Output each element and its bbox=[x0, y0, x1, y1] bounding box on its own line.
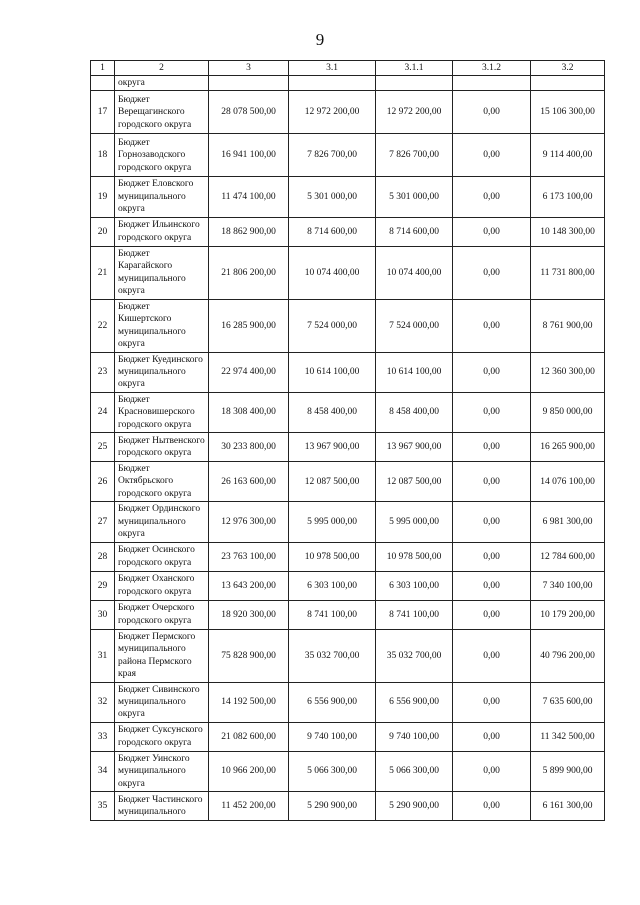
cell-v3: 18 308 400,00 bbox=[209, 392, 289, 432]
row-number: 20 bbox=[91, 217, 115, 246]
column-header: 2 bbox=[115, 61, 209, 76]
table-row bbox=[91, 462, 605, 502]
cell-v311: 12 972 200,00 bbox=[376, 91, 453, 134]
cell-v32: 6 981 300,00 bbox=[531, 502, 605, 542]
cell-v32: 12 784 600,00 bbox=[531, 542, 605, 571]
cell-v312: 0,00 bbox=[453, 134, 531, 177]
table-row bbox=[91, 502, 605, 542]
table-row bbox=[91, 217, 605, 246]
cell-v311: 12 087 500,00 bbox=[376, 462, 453, 502]
cell-v312: 0,00 bbox=[453, 751, 531, 791]
row-number: 21 bbox=[91, 246, 115, 299]
row-name: Бюджет Осинского городского округа bbox=[115, 542, 209, 571]
cell-v31: 7 524 000,00 bbox=[289, 299, 376, 352]
row-name: Бюджет Ильинского городского округа bbox=[115, 217, 209, 246]
cell-v32: 9 114 400,00 bbox=[531, 134, 605, 177]
cell-v32: 11 342 500,00 bbox=[531, 722, 605, 751]
cell-v311: 8 458 400,00 bbox=[376, 392, 453, 432]
row-name: Бюджет Горнозаводского городского округа bbox=[115, 134, 209, 177]
table-row bbox=[91, 791, 605, 820]
row-number: 35 bbox=[91, 791, 115, 820]
row-number: 23 bbox=[91, 352, 115, 392]
cell-v311: 9 740 100,00 bbox=[376, 722, 453, 751]
cell-v31: 6 303 100,00 bbox=[289, 571, 376, 600]
row-number: 30 bbox=[91, 600, 115, 629]
cell-v31: 8 741 100,00 bbox=[289, 600, 376, 629]
cell-v312: 0,00 bbox=[453, 502, 531, 542]
cell-v32: 10 148 300,00 bbox=[531, 217, 605, 246]
cell-v311: 5 290 900,00 bbox=[376, 791, 453, 820]
cell-v312: 0,00 bbox=[453, 791, 531, 820]
cell-v31: 13 967 900,00 bbox=[289, 433, 376, 462]
cell-v3: 26 163 600,00 bbox=[209, 462, 289, 502]
row-name: Бюджет Сивинского муниципального округа bbox=[115, 682, 209, 722]
cell-v31: 5 301 000,00 bbox=[289, 177, 376, 217]
row-name: Бюджет Пермского муниципального района Пермского края bbox=[115, 629, 209, 682]
row-number: 31 bbox=[91, 629, 115, 682]
row-name: Бюджет Очерского городского округа bbox=[115, 600, 209, 629]
row-name: Бюджет Октябрьского городского округа bbox=[115, 462, 209, 502]
table-row bbox=[91, 299, 605, 352]
cell-v31: 10 074 400,00 bbox=[289, 246, 376, 299]
cell-v32: 7 340 100,00 bbox=[531, 571, 605, 600]
cell-v31: 7 826 700,00 bbox=[289, 134, 376, 177]
column-header: 3.1 bbox=[289, 61, 376, 76]
row-name: Бюджет Нытвенского городского округа bbox=[115, 433, 209, 462]
row-number: 24 bbox=[91, 392, 115, 432]
cell-v311: 10 614 100,00 bbox=[376, 352, 453, 392]
row-name: Бюджет Частинского муниципального bbox=[115, 791, 209, 820]
cell-v31: 5 066 300,00 bbox=[289, 751, 376, 791]
row-name: Бюджет Уинского муниципального округа bbox=[115, 751, 209, 791]
cell-v3: 10 966 200,00 bbox=[209, 751, 289, 791]
cell-v3: 11 474 100,00 bbox=[209, 177, 289, 217]
cell-v311: 35 032 700,00 bbox=[376, 629, 453, 682]
cell-v3: 21 806 200,00 bbox=[209, 246, 289, 299]
table-row bbox=[91, 352, 605, 392]
cell-v311: 6 556 900,00 bbox=[376, 682, 453, 722]
cell-v32: 15 106 300,00 bbox=[531, 91, 605, 134]
cell-v3: 22 974 400,00 bbox=[209, 352, 289, 392]
cell-v312: 0,00 bbox=[453, 462, 531, 502]
row-number: 34 bbox=[91, 751, 115, 791]
cell-v311: 5 066 300,00 bbox=[376, 751, 453, 791]
cell-v311: 13 967 900,00 bbox=[376, 433, 453, 462]
cell-v3: 30 233 800,00 bbox=[209, 433, 289, 462]
cell-v311: 10 074 400,00 bbox=[376, 246, 453, 299]
cell-v3: 16 941 100,00 bbox=[209, 134, 289, 177]
cell-v311: 8 741 100,00 bbox=[376, 600, 453, 629]
budget-table bbox=[90, 60, 605, 821]
cell-v32: 5 899 900,00 bbox=[531, 751, 605, 791]
cell-v32: 16 265 900,00 bbox=[531, 433, 605, 462]
cell-v312: 0,00 bbox=[453, 433, 531, 462]
cell-v32: 6 161 300,00 bbox=[531, 791, 605, 820]
cell-v311: 5 995 000,00 bbox=[376, 502, 453, 542]
cell-v31: 12 972 200,00 bbox=[289, 91, 376, 134]
cell-v312: 0,00 bbox=[453, 177, 531, 217]
table-row bbox=[91, 722, 605, 751]
table-row bbox=[91, 751, 605, 791]
cell-v31: 5 995 000,00 bbox=[289, 502, 376, 542]
cell-v312: 0,00 bbox=[453, 600, 531, 629]
row-name: Бюджет Оханского городского округа bbox=[115, 571, 209, 600]
table-row bbox=[91, 542, 605, 571]
row-name: Бюджет Суксунского городского округа bbox=[115, 722, 209, 751]
cell-v32: 11 731 800,00 bbox=[531, 246, 605, 299]
cell-v32: 14 076 100,00 bbox=[531, 462, 605, 502]
cell-v3: 75 828 900,00 bbox=[209, 629, 289, 682]
row-name: Бюджет Куединского муниципального округа bbox=[115, 352, 209, 392]
cell-v32: 12 360 300,00 bbox=[531, 352, 605, 392]
cell-v312: 0,00 bbox=[453, 246, 531, 299]
row-number: 27 bbox=[91, 502, 115, 542]
cell-v311: 7 524 000,00 bbox=[376, 299, 453, 352]
column-header: 3.1.2 bbox=[453, 61, 531, 76]
row-number: 28 bbox=[91, 542, 115, 571]
column-header: 3.1.1 bbox=[376, 61, 453, 76]
cell-v3: 16 285 900,00 bbox=[209, 299, 289, 352]
cell-v31: 35 032 700,00 bbox=[289, 629, 376, 682]
cell-v3: 14 192 500,00 bbox=[209, 682, 289, 722]
cell-v3: 11 452 200,00 bbox=[209, 791, 289, 820]
cell-v311: 10 978 500,00 bbox=[376, 542, 453, 571]
row-name: Бюджет Ординского муниципального округа bbox=[115, 502, 209, 542]
row-number: 22 bbox=[91, 299, 115, 352]
cell-v312: 0,00 bbox=[453, 682, 531, 722]
row-number: 33 bbox=[91, 722, 115, 751]
table-row bbox=[91, 392, 605, 432]
row-name: Бюджет Кишертского муниципального округа bbox=[115, 299, 209, 352]
row-number: 26 bbox=[91, 462, 115, 502]
cell-v31: 6 556 900,00 bbox=[289, 682, 376, 722]
cell-v312: 0,00 bbox=[453, 217, 531, 246]
page-number: 9 bbox=[315, 30, 325, 49]
table-row bbox=[91, 600, 605, 629]
row-name: округа bbox=[115, 76, 209, 91]
table-row bbox=[91, 433, 605, 462]
cell-v31: 12 087 500,00 bbox=[289, 462, 376, 502]
row-number: 29 bbox=[91, 571, 115, 600]
cell-v3: 28 078 500,00 bbox=[209, 91, 289, 134]
row-number: 32 bbox=[91, 682, 115, 722]
cell-v31: 8 458 400,00 bbox=[289, 392, 376, 432]
row-name: Бюджет Красновишерского городского округа bbox=[115, 392, 209, 432]
cell-v32: 6 173 100,00 bbox=[531, 177, 605, 217]
cell-v32: 9 850 000,00 bbox=[531, 392, 605, 432]
cell-v32: 8 761 900,00 bbox=[531, 299, 605, 352]
cell-v31: 10 614 100,00 bbox=[289, 352, 376, 392]
cell-v312: 0,00 bbox=[453, 352, 531, 392]
table-row bbox=[91, 91, 605, 134]
cell-v312: 0,00 bbox=[453, 571, 531, 600]
cell-v3: 13 643 200,00 bbox=[209, 571, 289, 600]
cell-v31: 9 740 100,00 bbox=[289, 722, 376, 751]
cell-v3: 21 082 600,00 bbox=[209, 722, 289, 751]
cell-v312: 0,00 bbox=[453, 299, 531, 352]
cell-v312: 0,00 bbox=[453, 392, 531, 432]
row-name: Бюджет Верещагинского городского округа bbox=[115, 91, 209, 134]
column-header: 3 bbox=[209, 61, 289, 76]
table-row bbox=[91, 134, 605, 177]
cell-v311: 5 301 000,00 bbox=[376, 177, 453, 217]
cell-v312: 0,00 bbox=[453, 722, 531, 751]
row-number: 18 bbox=[91, 134, 115, 177]
table-header-row bbox=[91, 61, 605, 76]
table-row bbox=[91, 177, 605, 217]
row-name: Бюджет Карагайского муниципального округа bbox=[115, 246, 209, 299]
table-row bbox=[91, 246, 605, 299]
cell-v311: 6 303 100,00 bbox=[376, 571, 453, 600]
cell-v31: 8 714 600,00 bbox=[289, 217, 376, 246]
cell-v312: 0,00 bbox=[453, 629, 531, 682]
cell-v3: 18 862 900,00 bbox=[209, 217, 289, 246]
cell-v311: 8 714 600,00 bbox=[376, 217, 453, 246]
column-header: 3.2 bbox=[531, 61, 605, 76]
row-number: 25 bbox=[91, 433, 115, 462]
cell-v31: 5 290 900,00 bbox=[289, 791, 376, 820]
cell-v3: 23 763 100,00 bbox=[209, 542, 289, 571]
row-number: 17 bbox=[91, 91, 115, 134]
cell-v32: 40 796 200,00 bbox=[531, 629, 605, 682]
cell-v32: 10 179 200,00 bbox=[531, 600, 605, 629]
row-name: Бюджет Еловского муниципального округа bbox=[115, 177, 209, 217]
column-header: 1 bbox=[91, 61, 115, 76]
cell-v312: 0,00 bbox=[453, 91, 531, 134]
row-number: 19 bbox=[91, 177, 115, 217]
cell-v312: 0,00 bbox=[453, 542, 531, 571]
cell-v32: 7 635 600,00 bbox=[531, 682, 605, 722]
table-row bbox=[91, 629, 605, 682]
continuation-row bbox=[91, 76, 605, 91]
table-row bbox=[91, 682, 605, 722]
cell-v3: 18 920 300,00 bbox=[209, 600, 289, 629]
table-row bbox=[91, 571, 605, 600]
cell-v311: 7 826 700,00 bbox=[376, 134, 453, 177]
cell-v31: 10 978 500,00 bbox=[289, 542, 376, 571]
cell-v3: 12 976 300,00 bbox=[209, 502, 289, 542]
